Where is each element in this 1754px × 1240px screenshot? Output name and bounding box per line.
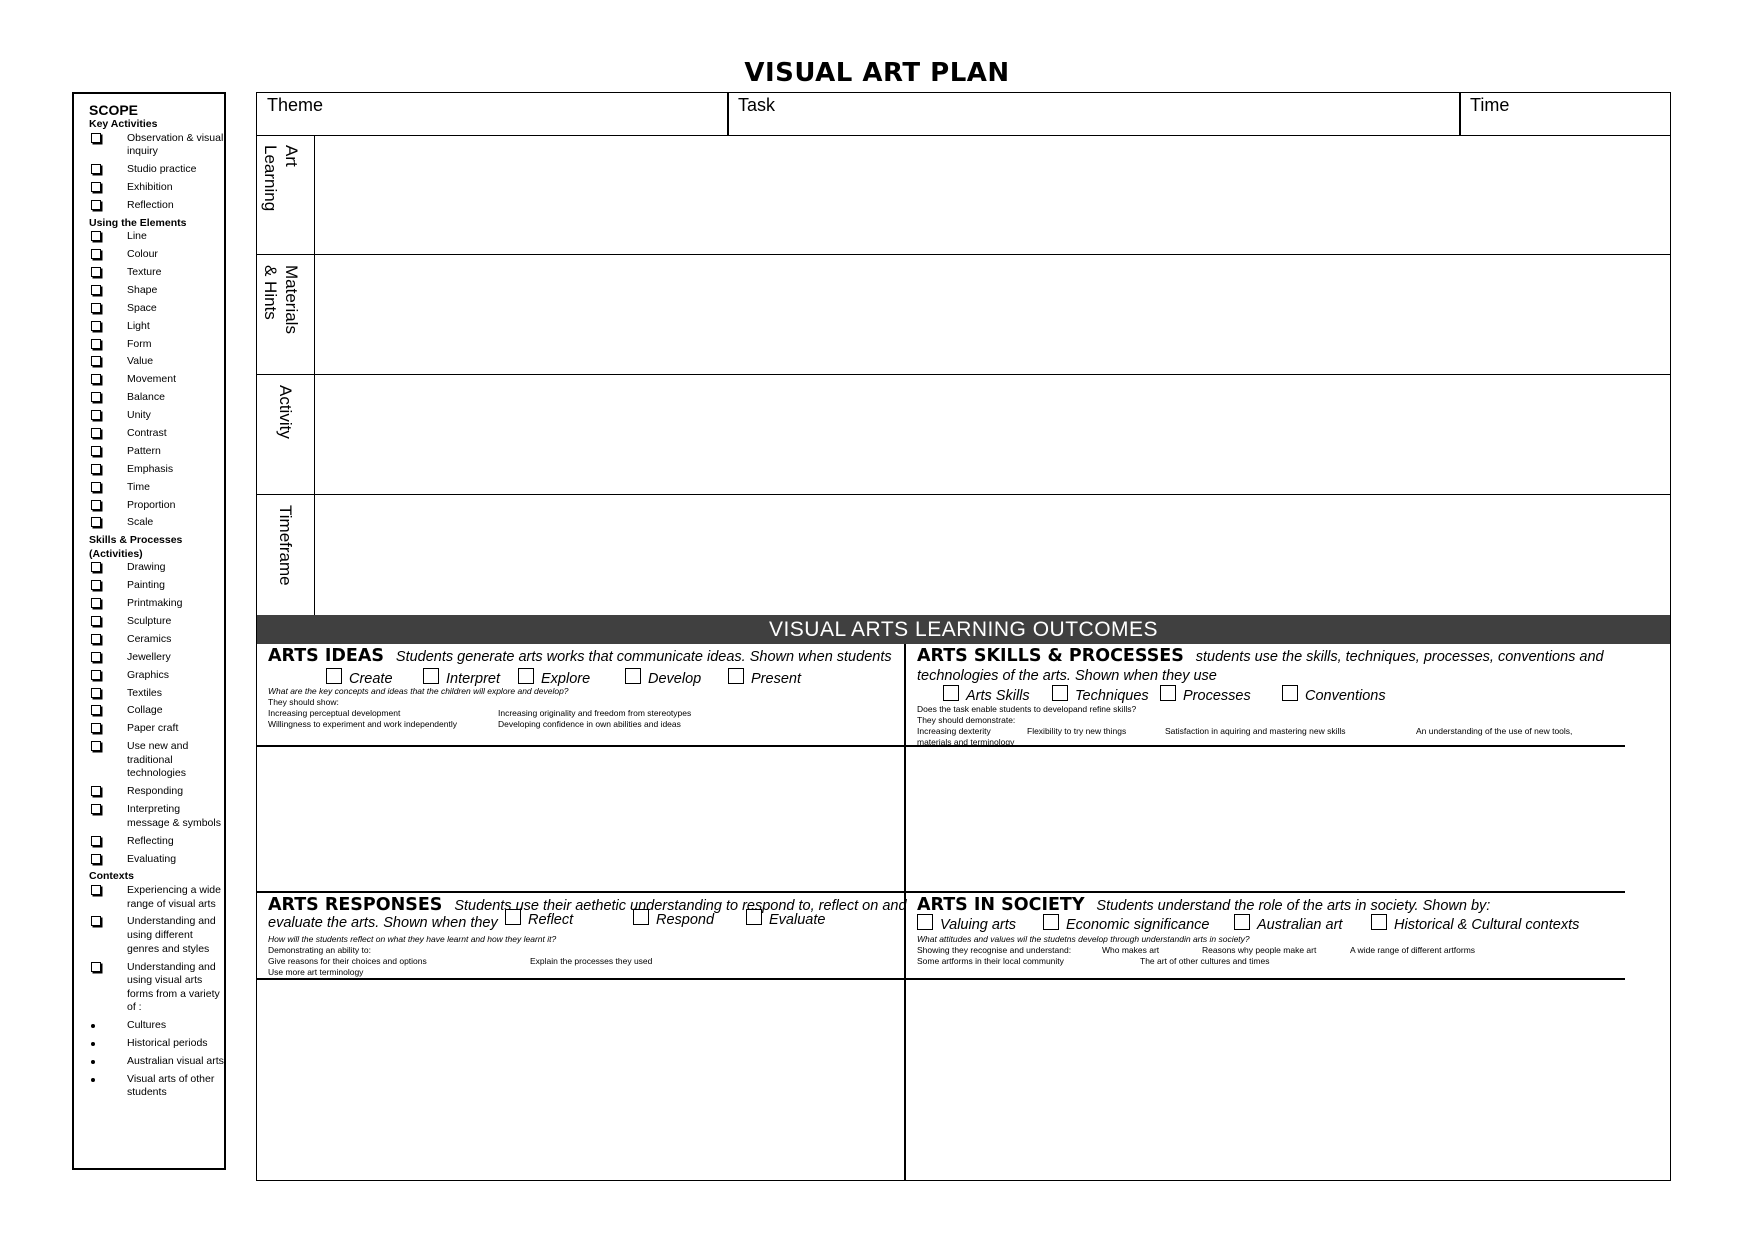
option-techniques[interactable] (1052, 685, 1149, 704)
checkbox-icon[interactable] (91, 392, 101, 402)
scope-item-label: Shape (127, 283, 158, 296)
scope-item-label: Understanding and using different genres and styles (127, 915, 216, 955)
scope-item-label: Evaluating (127, 852, 177, 865)
arts-skills-desc-cont: technologies of the arts. Shown when they use (917, 668, 1217, 684)
art-learning-label: Art Learning (261, 145, 301, 212)
option-create[interactable] (326, 668, 393, 687)
activity-label: Activity (276, 385, 295, 439)
option-develop[interactable] (625, 668, 701, 687)
checkbox-icon[interactable] (91, 374, 101, 384)
point: Increasing perceptual development (268, 708, 401, 718)
scope-item[interactable] (89, 302, 225, 316)
scope-item-label: Studio practice (127, 162, 197, 175)
checkbox-icon[interactable] (91, 580, 101, 590)
should-show: Showing they recognise and understand: (917, 945, 1072, 955)
checkbox-icon[interactable] (91, 854, 101, 864)
checkbox-icon[interactable] (91, 303, 101, 313)
scope-item-label: Movement (127, 373, 177, 386)
checkbox-icon[interactable] (91, 231, 101, 241)
point: Use more art terminology (268, 967, 364, 977)
scope-item[interactable] (89, 579, 225, 593)
checkbox-icon[interactable] (91, 133, 101, 143)
option-valuing-arts[interactable] (917, 914, 1016, 933)
option-label: Create (349, 671, 393, 687)
checkbox-icon[interactable] (91, 916, 101, 926)
option-label: Processes (1183, 688, 1251, 704)
plan-table (256, 92, 1671, 1181)
scope-bullet-label: Historical periods (127, 1037, 208, 1050)
scope-item-label: Texture (127, 265, 162, 278)
scope-item[interactable] (89, 181, 225, 195)
scope-item-label: Textiles (127, 686, 163, 699)
scope-item[interactable] (89, 409, 225, 423)
row-label (257, 495, 315, 615)
scope-item-label: Exhibition (127, 180, 173, 193)
scope-item[interactable] (89, 561, 225, 575)
option-label: Valuing arts (940, 917, 1017, 933)
arts-responses-desc-cont: evaluate the arts. Shown when they (268, 915, 498, 931)
scope-item[interactable] (89, 499, 225, 513)
checkbox-icon[interactable] (91, 723, 101, 733)
bullet-icon (91, 1078, 95, 1082)
scope-item[interactable] (89, 651, 225, 665)
arts-skills-desc: students use the skills, techniques, processes, conventions and (1195, 649, 1604, 665)
scope-item-label: Understanding and using visual arts forms from a variety of : (127, 960, 220, 1014)
option-australian-art[interactable] (1234, 914, 1342, 933)
checkbox-icon[interactable] (91, 321, 101, 331)
scope-item-label: Printmaking (127, 597, 183, 610)
timeframe-row[interactable] (257, 495, 1670, 615)
activity-row[interactable] (257, 375, 1670, 495)
guiding-question: What are the key concepts and ideas that the children will explore and develop? (268, 686, 569, 696)
checkbox-icon[interactable] (91, 598, 101, 608)
checkbox-icon[interactable] (91, 741, 101, 751)
scope-item-label: Experiencing a wide range of visual arts (127, 883, 221, 910)
checkbox-icon[interactable] (91, 428, 101, 438)
scope-item[interactable] (89, 516, 225, 530)
scope-list (89, 102, 225, 1104)
should-show: Demonstrating an ability to: (268, 945, 371, 955)
scope-item-label: Ceramics (127, 632, 172, 645)
point: Increasing dexterity (917, 726, 991, 736)
checkbox-icon[interactable] (91, 688, 101, 698)
header-row (257, 93, 1670, 136)
option-label: Economic significance (1066, 917, 1210, 933)
scope-item[interactable] (89, 884, 225, 911)
checkbox-icon[interactable] (91, 804, 101, 814)
checkbox-icon[interactable] (943, 685, 959, 701)
point: Give reasons for their choices and options (268, 956, 427, 966)
scope-bullet-label: Cultures (127, 1019, 167, 1032)
scope-item[interactable] (89, 915, 225, 956)
scope-item[interactable] (89, 669, 225, 683)
row-label (257, 255, 315, 374)
scope-item-label: Balance (127, 391, 165, 404)
checkbox-icon[interactable] (746, 909, 762, 925)
scope-item[interactable] (89, 633, 225, 647)
scope-item-label: Line (127, 230, 147, 243)
checkbox-icon[interactable] (91, 517, 101, 527)
option-interpret[interactable] (423, 668, 500, 687)
checkbox-icon[interactable] (91, 634, 101, 644)
point: Explain the processes they used (530, 956, 653, 966)
checkbox-icon[interactable] (91, 446, 101, 456)
materials-row[interactable] (257, 255, 1670, 375)
checkbox-icon[interactable] (91, 500, 101, 510)
time-cell[interactable] (1460, 93, 1670, 135)
point: Flexibility to try new things (1027, 726, 1127, 736)
scope-item-label: Use new and traditional technologies (127, 740, 189, 780)
scope-bullet-label: Visual arts of other students (127, 1072, 215, 1099)
checkbox-icon[interactable] (91, 267, 101, 277)
scope-item[interactable] (89, 266, 225, 280)
checkbox-icon[interactable] (91, 562, 101, 572)
scope-heading: Skills & Processes (Activities) (89, 534, 183, 560)
checkbox-icon[interactable] (1234, 914, 1250, 930)
checkbox-icon[interactable] (728, 668, 744, 684)
option-economic[interactable] (1043, 914, 1209, 933)
checkbox-icon[interactable] (91, 410, 101, 420)
scope-item-label: Painting (127, 579, 165, 592)
option-label: Conventions (1305, 688, 1386, 704)
option-label: Australian art (1257, 917, 1343, 933)
bullet-icon (91, 1042, 95, 1046)
scope-item[interactable] (89, 355, 225, 369)
scope-item[interactable] (89, 163, 225, 177)
task-cell[interactable] (728, 93, 1459, 135)
checkbox-icon[interactable] (91, 285, 101, 295)
scope-item-label: Responding (127, 785, 184, 798)
scope-item-label: Light (127, 319, 150, 332)
scope-item[interactable] (89, 687, 225, 701)
scope-item-label: Graphics (127, 668, 170, 681)
option-respond[interactable] (633, 909, 714, 928)
checkbox-icon[interactable] (1052, 685, 1068, 701)
checkbox-icon[interactable] (91, 616, 101, 626)
scope-item-label: Jewellery (127, 650, 171, 663)
scope-item-label: Sculpture (127, 614, 172, 627)
option-processes[interactable] (1160, 685, 1251, 704)
point: The art of other cultures and times (1140, 956, 1270, 966)
theme-label: Theme (267, 95, 324, 115)
scope-item-label: Collage (127, 704, 163, 717)
option-label: Historical & Cultural contexts (1394, 917, 1580, 933)
scope-item[interactable] (89, 597, 225, 611)
checkbox-icon[interactable] (1160, 685, 1176, 701)
guiding-question: How will the students reflect on what they have learnt and how they learnt it? (268, 934, 557, 944)
task-label: Task (738, 95, 776, 115)
arts-responses-desc: Students use their aethetic understanding to respond to, reflect on and (454, 898, 907, 914)
scope-item-label: Time (127, 480, 150, 493)
scope-item[interactable] (89, 132, 225, 159)
checkbox-icon[interactable] (91, 652, 101, 662)
checkbox-icon[interactable] (625, 668, 641, 684)
scope-item[interactable] (89, 320, 225, 334)
scope-item[interactable] (89, 481, 225, 495)
scope-item-label: Unity (127, 409, 151, 422)
scope-item[interactable] (89, 803, 225, 830)
scope-item[interactable] (89, 284, 225, 298)
scope-item-label: Proportion (127, 498, 176, 511)
row-label (257, 375, 315, 494)
option-arts-skills[interactable] (943, 685, 1030, 704)
point: Reasons why people make art (1202, 945, 1317, 955)
point: Some artforms in their local community (917, 956, 1064, 966)
scope-item-label: Form (127, 337, 152, 350)
row-label (257, 135, 315, 254)
checkbox-icon[interactable] (1371, 914, 1387, 930)
scope-item[interactable] (89, 391, 225, 405)
scope-item[interactable] (89, 722, 225, 736)
checkbox-icon[interactable] (505, 909, 521, 925)
checkbox-icon[interactable] (91, 356, 101, 366)
checkbox-icon[interactable] (917, 914, 933, 930)
scope-title: SCOPE (89, 102, 139, 118)
art-learning-row[interactable] (257, 135, 1670, 255)
scope-bullet (89, 1037, 225, 1051)
scope-item[interactable] (89, 373, 225, 387)
checkbox-icon[interactable] (91, 182, 101, 192)
outcomes-header: VISUAL ARTS LEARNING OUTCOMES (257, 615, 1670, 644)
option-explore[interactable] (518, 668, 590, 687)
scope-item-label: Paper craft (127, 722, 179, 735)
checkbox-icon[interactable] (91, 705, 101, 715)
page-title: VISUAL ART PLAN (744, 58, 1010, 88)
point: materials and terminology (917, 737, 1015, 747)
scope-item[interactable] (89, 961, 225, 1015)
should-show: They should show: (268, 697, 339, 707)
scope-item[interactable] (89, 785, 225, 799)
checkbox-icon[interactable] (91, 482, 101, 492)
checkbox-icon[interactable] (326, 668, 342, 684)
scope-item-label: Drawing (127, 561, 166, 574)
scope-item[interactable] (89, 248, 225, 262)
option-label: Reflect (528, 912, 574, 928)
point: A wide range of different artforms (1350, 945, 1476, 955)
option-conventions[interactable] (1282, 685, 1386, 704)
arts-skills-title: ARTS SKILLS & PROCESSES (917, 646, 1184, 666)
checkbox-icon[interactable] (91, 200, 101, 210)
checkbox-icon[interactable] (633, 909, 649, 925)
scope-item[interactable] (89, 427, 225, 441)
checkbox-icon[interactable] (91, 339, 101, 349)
scope-item[interactable] (89, 704, 225, 718)
scope-heading: Key Activities (89, 118, 158, 130)
scope-item[interactable] (89, 338, 225, 352)
arts-society-title: ARTS IN SOCIETY (917, 895, 1085, 915)
scope-heading: Contexts (89, 870, 134, 883)
scope-item[interactable] (89, 853, 225, 867)
should-show: They should demonstrate: (917, 715, 1016, 725)
option-label: Arts Skills (966, 688, 1030, 704)
scope-item[interactable] (89, 199, 225, 213)
option-label: Techniques (1075, 688, 1149, 704)
scope-item-label: Colour (127, 248, 158, 261)
point: Who makes art (1102, 945, 1160, 955)
theme-cell[interactable] (257, 93, 727, 135)
arts-ideas-title: ARTS IDEAS (268, 646, 385, 666)
checkbox-icon[interactable] (1043, 914, 1059, 930)
option-evaluate[interactable] (746, 909, 825, 928)
checkbox-icon[interactable] (1282, 685, 1298, 701)
option-label: Evaluate (769, 912, 826, 928)
scope-item-label: Reflecting (127, 834, 174, 847)
option-reflect[interactable] (505, 909, 573, 928)
scope-bullet (89, 1073, 225, 1100)
arts-society-desc: Students understand the role of the arts in society. Shown by: (1096, 898, 1491, 914)
scope-item[interactable] (89, 740, 225, 781)
checkbox-icon[interactable] (91, 885, 101, 895)
scope-item-label: Value (127, 355, 154, 368)
arts-responses-title: ARTS RESPONSES (268, 895, 443, 915)
scope-bullet-label: Australian visual arts (127, 1054, 224, 1067)
option-label: Present (751, 671, 801, 687)
checkbox-icon[interactable] (91, 836, 101, 846)
point: Willingness to experiment and work independently (268, 719, 457, 729)
option-label: Explore (541, 671, 591, 687)
checkbox-icon[interactable] (91, 249, 101, 259)
scope-item-label: Space (127, 301, 157, 314)
checkbox-icon[interactable] (91, 786, 101, 796)
bullet-icon (91, 1024, 95, 1028)
scope-item-label: Interpreting message & symbols (127, 803, 221, 829)
checkbox-icon[interactable] (91, 962, 101, 972)
scope-item-label: Emphasis (127, 462, 174, 475)
scope-item-label: Observation & visual inquiry (127, 131, 224, 158)
option-label: Develop (648, 671, 702, 687)
arts-ideas-desc: Students generate arts works that communicate ideas. Shown when students (395, 649, 892, 665)
scope-item[interactable] (89, 445, 225, 459)
point: Developing confidence in own abilities and ideas (498, 719, 681, 729)
scope-bullet (89, 1019, 225, 1033)
scope-item-label: Reflection (127, 198, 174, 211)
bullet-icon (91, 1060, 95, 1064)
guiding-question: What attitudes and values wil the studetns develop through understandin arts in society? (917, 934, 1250, 944)
checkbox-icon[interactable] (91, 670, 101, 680)
option-present[interactable] (728, 668, 801, 687)
option-historical[interactable] (1371, 914, 1579, 933)
checkbox-icon[interactable] (518, 668, 534, 684)
option-label: Interpret (446, 671, 500, 687)
scope-item[interactable] (89, 615, 225, 629)
checkbox-icon[interactable] (91, 164, 101, 174)
scope-item[interactable] (89, 835, 225, 849)
option-label: Respond (656, 912, 715, 928)
point: Satisfaction in aquiring and mastering new skills (1165, 726, 1346, 736)
scope-item-label: Contrast (127, 426, 167, 439)
scope-item-label: Scale (127, 516, 154, 529)
scope-bullet (89, 1055, 225, 1069)
point: Increasing originality and freedom from stereotypes (498, 708, 692, 718)
scope-panel (72, 92, 226, 1170)
materials-label: Materials & Hints (261, 265, 301, 334)
scope-item[interactable] (89, 463, 225, 477)
checkbox-icon[interactable] (91, 464, 101, 474)
divider (257, 978, 1625, 980)
scope-item-label: Pattern (127, 444, 161, 457)
time-label: Time (1470, 95, 1510, 115)
scope-heading: Using the Elements (89, 216, 187, 229)
guiding-question: Does the task enable students to developand refine skills? (917, 704, 1137, 714)
timeframe-label: Timeframe (276, 505, 295, 586)
divider (257, 891, 1625, 893)
checkbox-icon[interactable] (423, 668, 439, 684)
scope-item[interactable] (89, 230, 225, 244)
point: An understanding of the use of new tools, (1416, 726, 1573, 736)
